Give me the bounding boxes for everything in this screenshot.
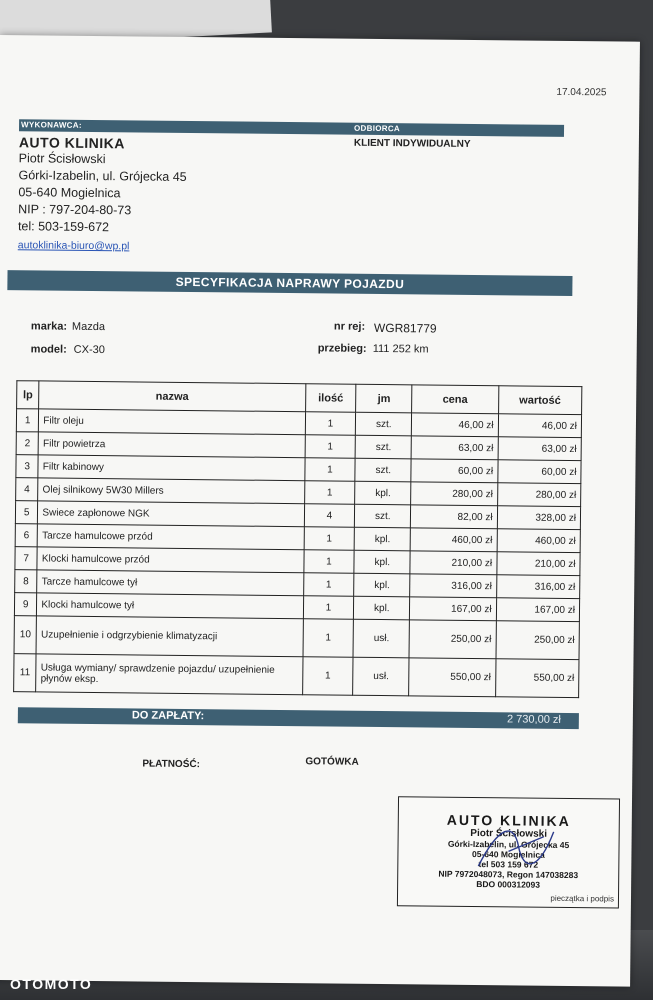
- row-name: Tarcze hamulcowe przód: [37, 524, 303, 550]
- row-lp: 9: [14, 593, 37, 616]
- seller-name: Piotr Ścisłowski: [18, 151, 106, 167]
- header-value: wartość: [498, 386, 582, 415]
- seller-label: WYKONAWCA:: [21, 120, 82, 130]
- items-table: [13, 380, 582, 698]
- stamp-bdo: BDO 000312093: [476, 879, 541, 890]
- row-price: 46,00 zł: [412, 413, 499, 437]
- header-unit: jm: [356, 384, 412, 413]
- row-qty: 1: [304, 481, 355, 505]
- model-label: model:: [30, 343, 67, 356]
- seller-address: Górki-Izabelin, ul. Grójecka 45: [18, 168, 187, 184]
- row-value: 550,00 zł: [495, 659, 579, 698]
- registration-label: nr rej:: [333, 320, 366, 333]
- row-price: 280,00 zł: [411, 482, 498, 506]
- signature-icon: [458, 816, 579, 877]
- row-unit: kpl.: [354, 527, 410, 551]
- row-price: 460,00 zł: [410, 528, 497, 552]
- row-name: Usługa wymiany/ sprawdzenie pojazdu/ uzupełnienie płynów eksp.: [36, 654, 303, 695]
- row-price: 60,00 zł: [411, 459, 498, 483]
- row-unit: kpl.: [355, 481, 411, 505]
- row-qty: 4: [304, 504, 355, 528]
- row-price: 167,00 zł: [410, 597, 497, 621]
- row-value: 63,00 zł: [498, 437, 582, 461]
- registration-value: WGR81779: [373, 320, 437, 336]
- row-qty: 1: [303, 596, 354, 620]
- row-lp: 8: [15, 570, 38, 593]
- row-value: 328,00 zł: [497, 506, 581, 530]
- stamp-city: 05-640 Mogielnica: [472, 848, 545, 860]
- row-lp: 3: [16, 455, 39, 478]
- table-row: [14, 654, 579, 698]
- row-qty: 1: [303, 619, 354, 658]
- row-lp: 11: [14, 654, 37, 692]
- row-name: Filtr oleju: [39, 409, 305, 435]
- row-unit: usł.: [353, 619, 409, 658]
- row-name: Filtr kabinowy: [38, 455, 304, 481]
- row-qty: 1: [303, 550, 354, 574]
- row-unit: szt.: [355, 504, 411, 528]
- header-qty: ilość: [305, 384, 356, 413]
- document-title: SPECYFIKACJA NAPRAWY POJAZDU: [7, 270, 572, 296]
- repair-specification-document: [0, 35, 640, 987]
- row-value: 316,00 zł: [496, 575, 580, 599]
- model-value: CX-30: [73, 343, 105, 357]
- seller-city: 05-640 Mogielnica: [18, 185, 121, 201]
- row-price: 210,00 zł: [410, 551, 497, 575]
- header-lp: lp: [17, 381, 40, 409]
- row-qty: 1: [302, 657, 353, 696]
- row-unit: kpl.: [354, 573, 410, 597]
- row-qty: 1: [305, 435, 356, 459]
- header-name: nazwa: [39, 381, 306, 412]
- row-lp: 4: [16, 478, 39, 501]
- row-qty: 1: [304, 527, 355, 551]
- row-unit: kpl.: [354, 550, 410, 574]
- stamp-address: Górki-Izabelin, ul. Grójecka 45: [447, 838, 570, 851]
- seller-phone: tel: 503-159-672: [17, 219, 110, 235]
- row-price: 250,00 zł: [409, 620, 496, 659]
- buyer-label: ODBIORCA: [353, 123, 401, 134]
- row-value: 250,00 zł: [496, 621, 580, 660]
- seller-email-link[interactable]: autoklinika-biuro@wp.pl: [17, 239, 130, 253]
- stamp-caption: pieczątka i podpis: [550, 893, 615, 904]
- row-name: Klocki hamulcowe przód: [37, 547, 303, 573]
- otomoto-watermark: OTOMOTO: [10, 976, 93, 992]
- row-unit: szt.: [355, 435, 411, 459]
- seller-nip: NIP : 797-204-80-73: [18, 202, 132, 218]
- document-date: 17.04.2025: [556, 86, 607, 99]
- payment-value: GOTÓWKA: [305, 756, 359, 768]
- table-row: [14, 616, 579, 660]
- row-price: 63,00 zł: [411, 436, 498, 460]
- row-name: Olej silnikowy 5W30 Millers: [38, 478, 304, 504]
- row-value: 167,00 zł: [496, 598, 580, 622]
- row-qty: 1: [305, 412, 356, 436]
- total-label: DO ZAPŁATY:: [131, 709, 205, 723]
- row-qty: 1: [304, 458, 355, 482]
- stamp-owner: Piotr Ścisłowski: [470, 827, 548, 840]
- total-value: 2 730,00 zł: [506, 713, 561, 726]
- buyer-name: KLIENT INDYWIDUALNY: [353, 137, 471, 150]
- row-unit: szt.: [355, 458, 411, 482]
- row-price: 316,00 zł: [410, 574, 497, 598]
- stamp-company: AUTO KLINIKA: [446, 811, 571, 830]
- row-unit: usł.: [353, 657, 409, 696]
- row-value: 46,00 zł: [498, 414, 582, 438]
- row-name: Tarcze hamulcowe tył: [37, 570, 303, 596]
- row-unit: kpl.: [354, 596, 410, 620]
- header-price: cena: [412, 385, 499, 414]
- total-bar: [18, 707, 579, 729]
- payment-label: PŁATNOŚĆ:: [142, 758, 201, 771]
- seller-block: [18, 134, 187, 253]
- row-name: Klocki hamulcowe tył: [37, 593, 303, 619]
- row-value: 460,00 zł: [497, 529, 581, 553]
- row-name: Uzupełnienie i odgrzybienie klimatyzacji: [36, 616, 303, 657]
- row-lp: 7: [15, 547, 38, 570]
- company-stamp: [397, 796, 620, 908]
- mileage-value: 111 252 km: [372, 342, 429, 356]
- row-name: Filtr powietrza: [38, 432, 304, 458]
- make-value: Mazda: [71, 320, 106, 334]
- row-value: 60,00 zł: [497, 460, 581, 484]
- row-value: 210,00 zł: [497, 552, 581, 576]
- stamp-ids: NIP 7972048073, Regon 147038283: [438, 868, 579, 881]
- row-lp: 5: [15, 501, 38, 524]
- row-price: 550,00 zł: [409, 658, 496, 697]
- row-name: Swiece zapłonowe NGK: [38, 501, 304, 527]
- mileage-label: przebieg:: [317, 342, 367, 355]
- seller-company: AUTO KLINIKA: [18, 134, 126, 152]
- row-lp: 6: [15, 524, 38, 547]
- row-unit: szt.: [356, 412, 412, 436]
- stamp-phone: tel 503 159 672: [478, 859, 539, 870]
- row-price: 82,00 zł: [411, 505, 498, 529]
- row-lp: 1: [16, 409, 39, 432]
- row-qty: 1: [303, 573, 354, 597]
- row-lp: 10: [14, 616, 37, 654]
- row-value: 280,00 zł: [497, 483, 581, 507]
- make-label: marka:: [30, 320, 68, 333]
- row-lp: 2: [16, 432, 39, 455]
